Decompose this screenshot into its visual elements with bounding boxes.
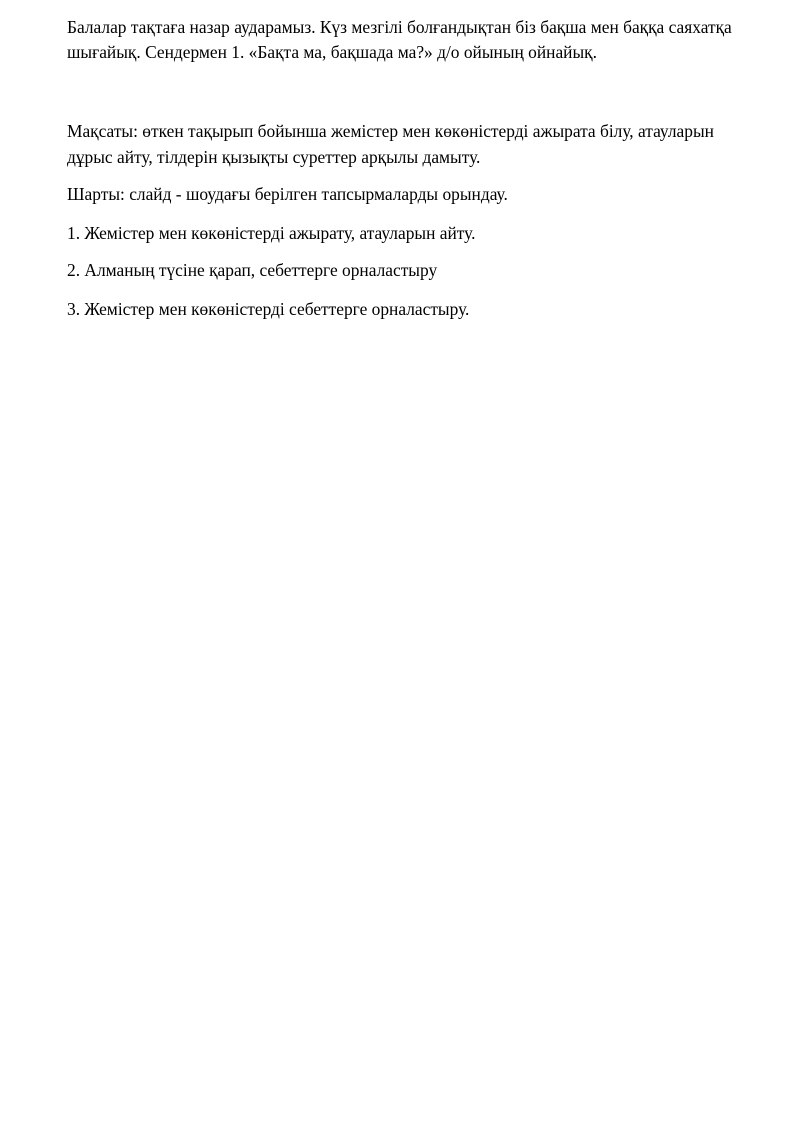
- task-item-1: 1. Жемістер мен көкөністерді ажырату, атауларын айту.: [67, 223, 476, 243]
- task-item-2: 2. Алманың түсіне қарап, себеттерге орналастыру: [67, 260, 438, 280]
- task-item-3: 3. Жемістер мен көкөністерді себеттерге орналастыру.: [67, 299, 470, 319]
- goal-paragraph: Мақсаты: өткен тақырып бойынша жемістер мен көкөністерді ажырата білу, атауларын дұрыс айту, тілдерін қызықты суреттер арқылы дамыту.: [67, 121, 714, 167]
- intro-paragraph: Балалар тақтаға назар аударамыз. Күз мезгілі болғандықтан біз бақша мен баққа саяхатқа шығайық. Сендермен 1. «Бақта ма, бақшада ма?» д/о ойының ойнайық.: [67, 17, 732, 62]
- condition-paragraph: Шарты: слайд - шоудағы берілген тапсырмаларды орындау.: [67, 184, 508, 204]
